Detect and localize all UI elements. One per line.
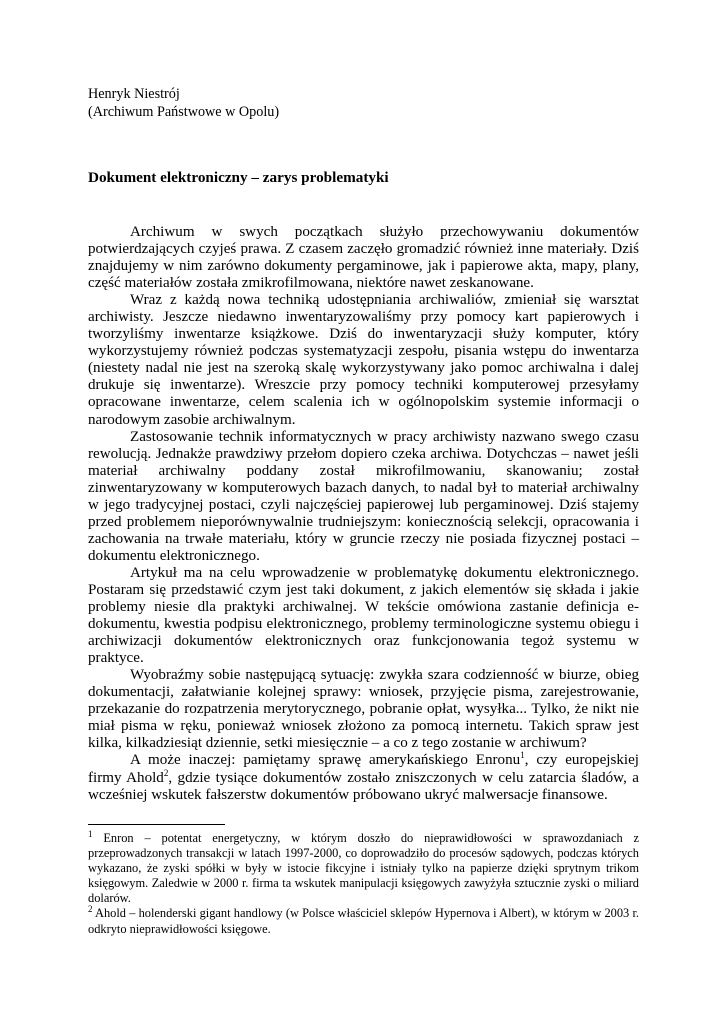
paragraph-text: A może inaczej: pamiętamy sprawę amerykańskiego Enronu bbox=[130, 752, 521, 769]
author-block bbox=[88, 86, 639, 121]
body-paragraph: Artykuł ma na celu wprowadzenie w problematykę dokumentu elektronicznego. Postaram się przedstawić czym jest taki dokument, z jakich elementów się składa i jakie problemy niesie dla praktyki archiwalnej. W tekście omówiona zastanie definicja e-dokumentu, kwestia podpisu elektronicznego, problemy terminologiczne systemu obiegu i archiwizacji dokumentów elektronicznych oraz funkcjonowania tegoż systemu w praktyce. bbox=[88, 564, 639, 667]
body-paragraph: Zastosowanie technik informatycznych w pracy archiwisty nazwano swego czasu rewolucją. Jednakże prawdziwy przełom dopiero czeka archiwa. Dotychczas – nawet jeśli materiał archiwalny poddany został mikrofilmowaniu, skanowaniu; został zinwentaryzowany w komputerowych bazach danych, to nadal był to materiał archiwalny w jego tradycyjnej postaci, czyli najczęściej papierowej lub pergaminowej. Dziś stajemy przed problemem nieporównywalnie trudniejszym: koniecznością selekcji, opracowania i zachowania na trwałe materiału, który w gruncie rzeczy nie posiada fizycznej postaci – dokumentu elektronicznego. bbox=[88, 428, 639, 564]
footnote bbox=[88, 828, 639, 906]
footnote-mark: 2 bbox=[88, 904, 93, 915]
paragraph-text: , czy europejskiej firmy Ahold bbox=[88, 752, 639, 786]
author-name: Henryk Niestrój bbox=[88, 86, 180, 102]
footnote-separator bbox=[88, 824, 225, 825]
article-title: Dokument elektroniczny – zarys problematyki bbox=[88, 169, 389, 186]
document-page bbox=[88, 86, 639, 804]
body-paragraph: Wyobraźmy sobie następującą sytuację: zwykła szara codzienność w biurze, obieg dokumentacji, załatwianie kolejnej sprawy: wniosek, przyjęcie pisma, zarejestrowanie, przekazanie do rozpatrzenia merytorycznego, pobranie opłat, wysyłka... Tylko, że nikt nie miał pisma w ręku, ponieważ wniosek złożono za pomocą internetu. Takich spraw jest kilka, kilkadziesiąt dziennie, setki miesięcznie – a co z tego zostanie w archiwum? bbox=[88, 667, 639, 752]
article-body bbox=[88, 224, 639, 804]
footnote-text: Enron – potentat energetyczny, w którym doszło do nieprawidłowości w sprawozdaniach z przeprowadzonych transakcji w latach 1997-2000, co doprowadziło do procesów sądowych, podczas których wykazano, że zyski spółki w były w istocie fikcyjne i istniały tylko na papierze dzięki sprytnym trikom księgowym. Zaledwie w 2000 r. firma ta wskutek manipulacji księgowych zawyżyła sztucznie zyski o miliard dolarów. bbox=[88, 831, 639, 906]
body-paragraph bbox=[88, 752, 639, 803]
footnote bbox=[88, 906, 639, 936]
body-paragraph: Archiwum w swych początkach służyło przechowywaniu dokumentów potwierdzających czyjeś prawa. Z czasem zaczęło gromadzić również inne materiały. Dziś znajdujemy w nim zarówno dokumenty pergaminowe, jak i papierowe akta, mapy, plany, część materiałów została zmikrofilmowana, niektóre nawet zeskanowane. bbox=[88, 224, 639, 292]
footnote-reference[interactable]: 2 bbox=[163, 767, 169, 778]
paragraph-text: , gdzie tysiące dokumentów zostało zniszczonych w celu zatarcia śladów, a wcześniej wskutek fałszerstw dokumentów próbowano ukryć malwersacje finansowe. bbox=[88, 769, 639, 803]
footnotes bbox=[88, 828, 639, 937]
author-affiliation: (Archiwum Państwowe w Opolu) bbox=[88, 103, 280, 120]
body-paragraph: Wraz z każdą nowa techniką udostępniania archiwaliów, zmieniał się warsztat archiwisty. Jeszcze niedawno inwentaryzowaliśmy przy pomocy kart papierowych i tworzyliśmy inwentarze książkowe. Dziś do inwentaryzacji służy komputer, który wykorzystujemy również podczas systematyzacji zespołu, pisania wstępu do inwentarza (niestety nadal nie jest na szeroką skalę wykorzystywany jako pomoc archiwalna i dalej drukuje się inwentarze). Wreszcie przy pomocy techniki komputerowej przesyłamy opracowane inwentarze, celem scalenia ich w ogólnopolskim systemie informacji o narodowym zasobie archiwalnym. bbox=[88, 292, 639, 428]
footnote-text: Ahold – holenderski gigant handlowy (w Polsce właściciel sklepów Hypernova i Albert), w którym w 2003 r. odkryto nieprawidłowości księgowe. bbox=[88, 906, 639, 936]
footnote-mark: 1 bbox=[88, 828, 93, 839]
footnote-reference[interactable]: 1 bbox=[520, 750, 525, 761]
